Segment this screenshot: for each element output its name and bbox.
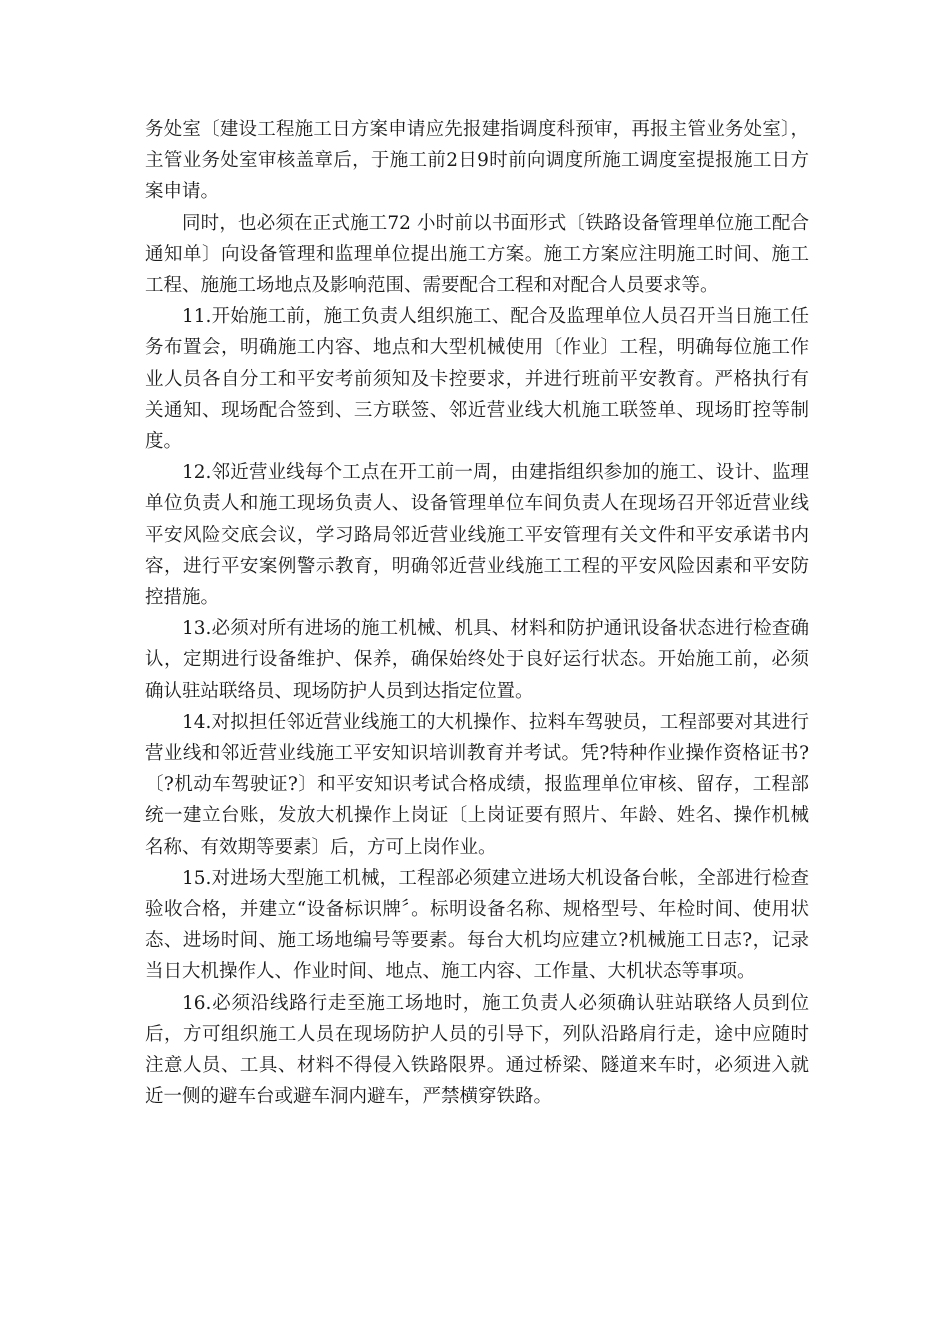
paragraph-item-13: 13.必须对所有进场的施工机械、机具、材料和防护通讯设备状态进行检查确认，定期进行设备维护、保养，确保始终处于良好运行状态。开始施工前，必须确认驻站联络员、现场防护人员到达指定位置。 — [145, 618, 809, 702]
paragraph-item-14: 14.对拟担任邻近营业线施工的大机操作、拉料车驾驶员，工程部要对其进行营业线和邻近营业线施工平安知识培训教育并考试。凭?特种作业操作资格证书?〔?机动车驾驶证?〕和平安知识考试合格成绩，报监理单位审核、留存，工程部统一建立台账，发放大机操作上岗证〔上岗证要有照片、年龄、姓名、操作机械名称、有效期等要素〕后，方可上岗作业。 — [145, 711, 809, 858]
paragraph-item-15: 15.对进场大型施工机械，工程部必须建立进场大机设备台帐，全部进行检查验收合格，并建立“设备标识牌〞。标明设备名称、规格型号、年检时间、使用状态、进场时间、施工场地编号等要素。每台大机均应建立?机械施工日志?，记录当日大机操作人、作业时间、地点、施工内容、工作量、大机状态等事项。 — [145, 867, 809, 983]
paragraph-construction-plan: 同时，也必须在正式施工72 小时前以书面形式〔铁路设备管理单位施工配合通知单〕向设备管理和监理单位提出施工方案。施工方案应注明施工时间、施工工程、施施工场地点及影响范围、需要配合工程和对配合人员要求等。 — [145, 212, 809, 297]
paragraph-continuation: 务处室〔建设工程施工日方案申请应先报建指调度科预审，再报主管业务处室〕，主管业务处室审核盖章后，于施工前2日9时前向调度所施工调度室提报施工日方案申请。 — [145, 119, 809, 203]
document-page — [145, 114, 809, 1113]
paragraph-item-16: 16.必须沿线路行走至施工场地时，施工负责人必须确认驻站联络人员到位后，方可组织施工人员在现场防护人员的引导下，列队沿路肩行走，途中应随时注意人员、工具、材料不得侵入铁路限界。通过桥梁、隧道来车时，必须进入就近一侧的避车台或避车洞内避车，严禁横穿铁路。 — [145, 992, 809, 1108]
paragraph-item-11: 11.开始施工前，施工负责人组织施工、配合及监理单位人员召开当日施工任务布置会，明确施工内容、地点和大型机械使用〔作业〕工程，明确每位施工作业人员各自分工和平安考前须知及卡控要求，并进行班前平安教育。严格执行有关通知、现场配合签到、三方联签、邻近营业线大机施工联签单、现场盯控等制度。 — [145, 306, 809, 453]
paragraph-item-12: 12.邻近营业线每个工点在开工前一周，由建指组织参加的施工、设计、监理单位负责人和施工现场负责人、设备管理单位车间负责人在现场召开邻近营业线平安风险交底会议，学习路局邻近营业线施工平安管理有关文件和平安承诺书内容，进行平安案例警示教育，明确邻近营业线施工工程的平安风险因素和平安防控措施。 — [145, 462, 809, 609]
